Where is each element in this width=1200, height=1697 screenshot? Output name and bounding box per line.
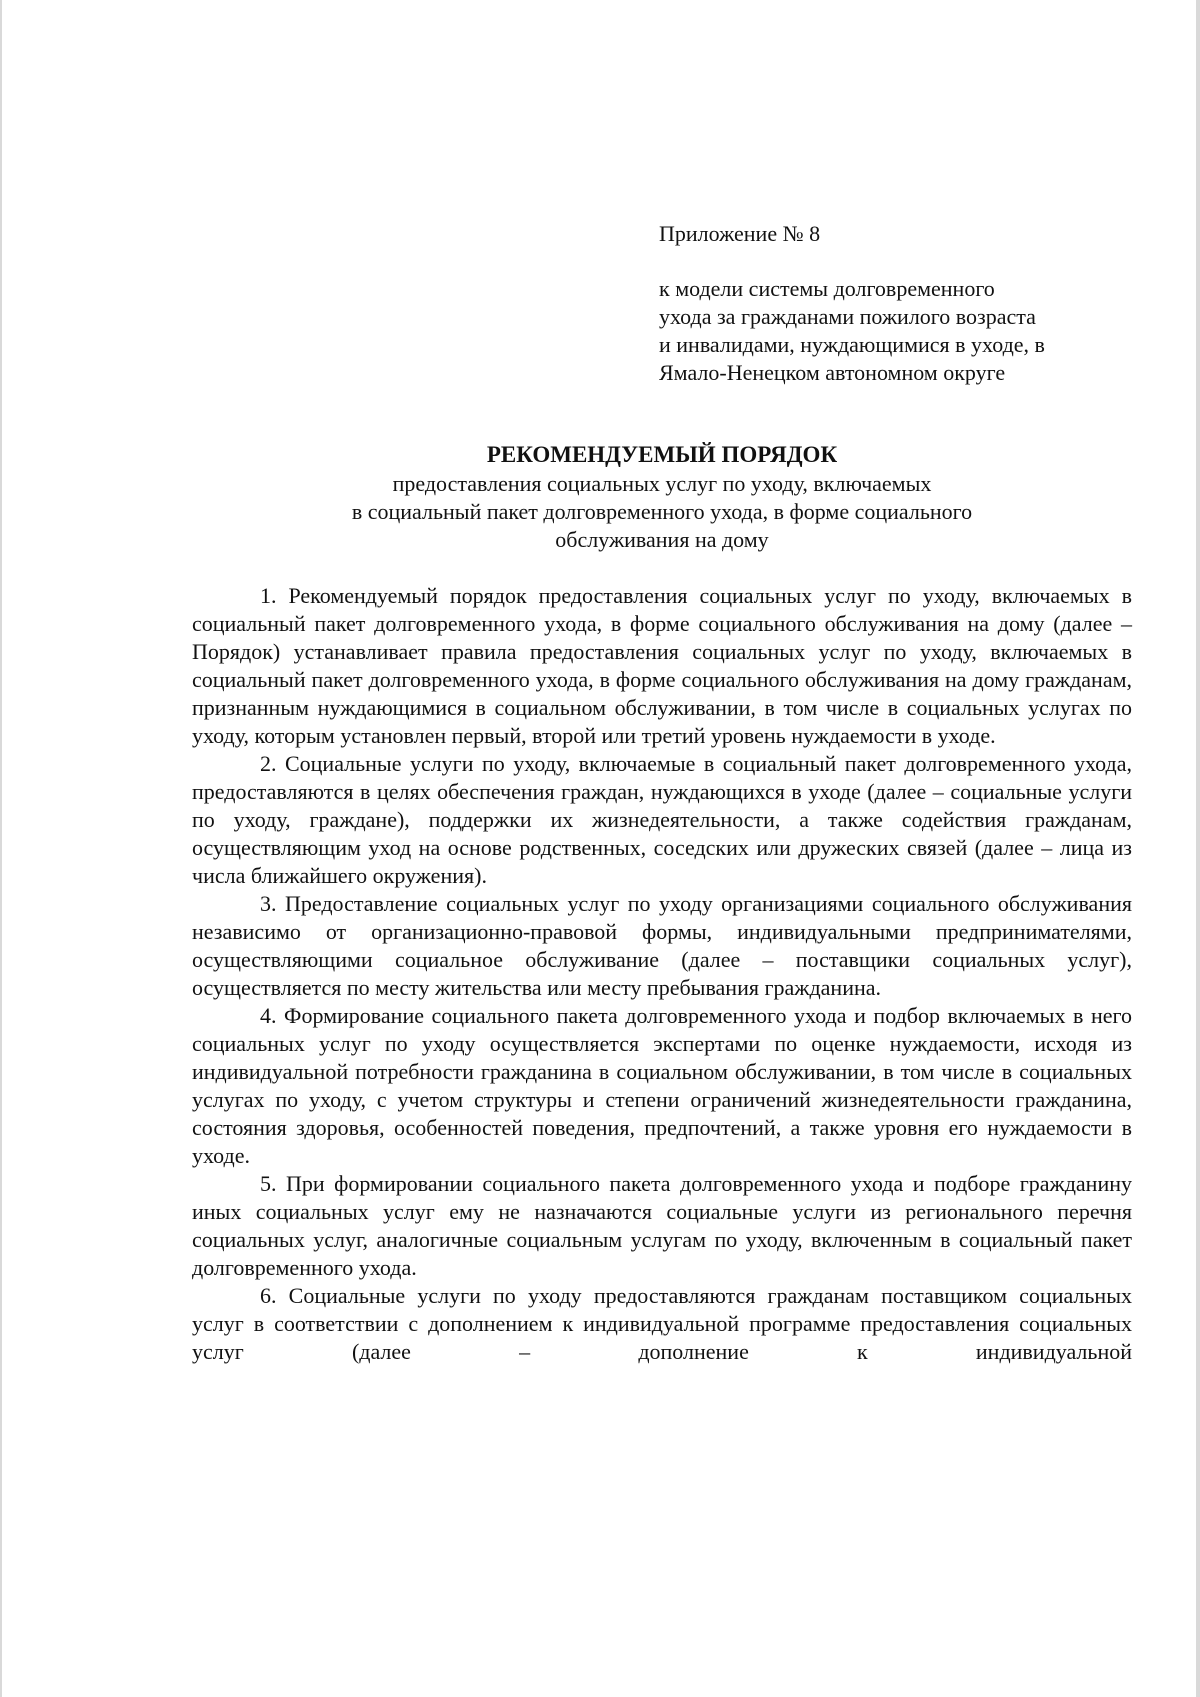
paragraph-3: 3. Предоставление социальных услуг по уходу организациями социального обслуживания независимо от организационно-правовой формы, индивидуальными предпринимателями, осуществляющими социальное обслуживание (далее – поставщики социальных услуг), осуществляется по месту жительства или месту пребывания гражданина.: [192, 891, 1132, 1000]
title-subline: предоставления социальных услуг по уходу, включаемых: [392, 471, 932, 496]
appendix-line: ухода за гражданами пожилого возраста: [659, 304, 1036, 329]
title-heading: РЕКОМЕНДУЕМЫЙ ПОРЯДОК: [486, 442, 838, 467]
paragraph-4: 4. Формирование социального пакета долговременного ухода и подбор включаемых в него социальных услуг по уходу осуществляется экспертами по оценке нуждаемости, исходя из индивидуальной потребности гражданина в социальном обслуживании, в том числе в социальных услугах по уходу, с учетом структуры и степени ограничений жизнедеятельности гражданина, состояния здоровья, особенностей поведения, предпочтений, а также уровня его нуждаемости в уходе.: [192, 1003, 1132, 1168]
paragraph-2: 2. Социальные услуги по уходу, включаемые в социальный пакет долговременного ухода, предоставляются в целях обеспечения граждан, нуждающихся в уходе (далее – социальные услуги по уходу, граждане), поддержки их жизнедеятельности, а также содействия гражданам, осуществляющим уход на основе родственных, соседских или дружеских связей (далее – лица из числа ближайшего окружения).: [192, 751, 1132, 888]
paragraph-1: 1. Рекомендуемый порядок предоставления социальных услуг по уходу, включаемых в социальный пакет долговременного ухода, в форме социального обслуживания на дому (далее – Порядок) устанавливает правила предоставления социальных услуг по уходу, включаемых в социальный пакет долговременного ухода, в форме социального обслуживания на дому гражданам, признанным нуждающимися в социальном обслуживании, в том числе в социальных услугах по уходу, которым установлен первый, второй или третий уровень нуждаемости в уходе.: [192, 583, 1132, 748]
document-page: [2, 0, 1196, 1697]
appendix-reference: [659, 275, 1129, 387]
title-subline: обслуживания на дому: [555, 527, 769, 552]
appendix-line: к модели системы долговременного: [659, 276, 995, 301]
document-title: [192, 441, 1132, 554]
appendix-line: и инвалидами, нуждающимися в уходе, в: [659, 332, 1045, 357]
document-body: [192, 582, 1132, 1366]
paragraph-6: 6. Социальные услуги по уходу предоставляются гражданам поставщиком социальных услуг в соответствии с дополнением к индивидуальной программе предоставления социальных услуг (далее – дополнение к индивидуальной: [192, 1283, 1132, 1364]
title-subline: в социальный пакет долговременного ухода, в форме социального: [351, 499, 973, 524]
appendix-block: [659, 220, 1129, 387]
paragraph-5: 5. При формировании социального пакета долговременного ухода и подборе гражданину иных социальных услуг ему не назначаются социальные услуги из регионального перечня социальных услуг, аналогичные социальным услугам по уходу, включенным в социальный пакет долговременного ухода.: [192, 1171, 1132, 1280]
appendix-line: Ямало-Ненецком автономном округе: [659, 360, 1006, 385]
appendix-number: Приложение № 8: [659, 221, 821, 246]
